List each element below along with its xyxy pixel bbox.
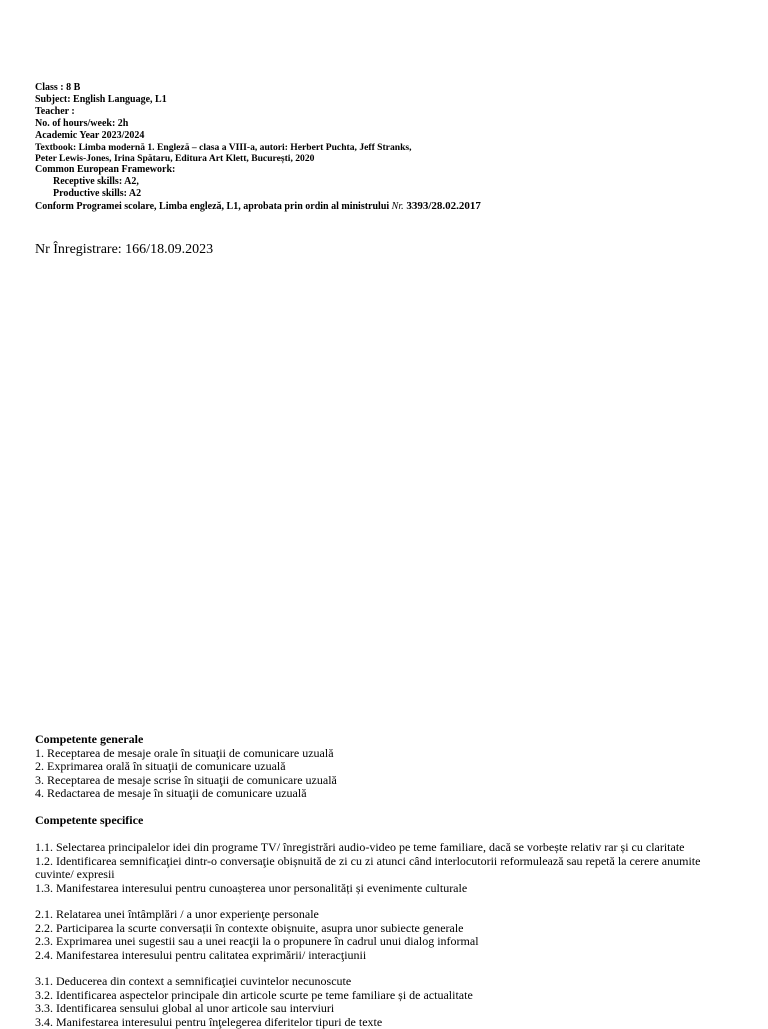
list-item: 3.3. Identificarea sensului global al unor articole sau interviuri [35,1002,735,1016]
registration-number: Nr Înregistrare: 166/18.09.2023 [35,241,213,258]
textbook-line-1: Textbook: Limba modernă 1. Engleză – clasa a VIII-a, autori: Herbert Puchta, Jeff Stranks, [35,142,735,153]
list-item: 1.1. Selectarea principalelor idei din programe TV/ înregistrări audio-video pe teme familiare, dacă se vorbește relativ rar și cu claritate [35,841,735,855]
list-item: 2. Exprimarea orală în situaţii de comunicare uzuală [35,760,735,774]
conform-number: 3393/28.02.2017 [404,200,481,212]
subject-line: Subject: English Language, L1 [35,94,735,106]
list-item: 3. Receptarea de mesaje scrise în situaţii de comunicare uzuală [35,774,735,788]
list-item: 3.1. Deducerea din context a semnificaţiei cuvintelor necunoscute [35,975,735,989]
competente-generale-title: Competente generale [35,733,735,747]
competente-specifice-title: Competente specifice [35,814,735,828]
list-item: 1.3. Manifestarea interesului pentru cunoașterea unor personalități și evenimente culturale [35,882,735,896]
list-item: 2.1. Relatarea unei întâmplări / a unor experienţe personale [35,908,735,922]
document-header [35,82,735,213]
conform-text: Conform Programei scolare, Limba engleză, L1, aprobata prin ordin al ministrului [35,201,392,212]
productive-skills: Productive skills: A2 [35,188,735,200]
class-line: Class : 8 B [35,82,735,94]
list-item: 4. Redactarea de mesaje în situaţii de comunicare uzuală [35,787,735,801]
academic-year-line: Academic Year 2023/2024 [35,130,735,142]
list-item: 2.4. Manifestarea interesului pentru calitatea exprimării/ interacţiunii [35,949,735,963]
receptive-skills: Receptive skills: A2, [35,176,735,188]
list-item: 1.2. Identificarea semnificaţiei dintr-o conversaţie obișnuită de zi cu zi atunci când interlocutorii reformulează sau repetă la cerere anumite cuvinte/ expresii [35,855,735,882]
cef-label: Common European Framework: [35,164,735,176]
conform-nr: Nr. [392,201,404,212]
list-item: 2.3. Exprimarea unei sugestii sau a unei reacţii la o propunere în cadrul unui dialog informal [35,935,735,949]
list-item: 3.2. Identificarea aspectelor principale din articole scurte pe teme familiare și de actualitate [35,989,735,1003]
hours-line: No. of hours/week: 2h [35,118,735,130]
conform-line [35,200,735,213]
textbook-line-2: Peter Lewis-Jones, Irina Spătaru, Editura Art Klett, București, 2020 [35,153,735,164]
teacher-line: Teacher : [35,106,735,118]
competente-section [35,733,735,1029]
list-item: 2.2. Participarea la scurte conversații în contexte obișnuite, asupra unor subiecte generale [35,922,735,936]
list-item: 3.4. Manifestarea interesului pentru înţelegerea diferitelor tipuri de texte [35,1016,735,1029]
list-item: 1. Receptarea de mesaje orale în situaţii de comunicare uzuală [35,747,735,761]
